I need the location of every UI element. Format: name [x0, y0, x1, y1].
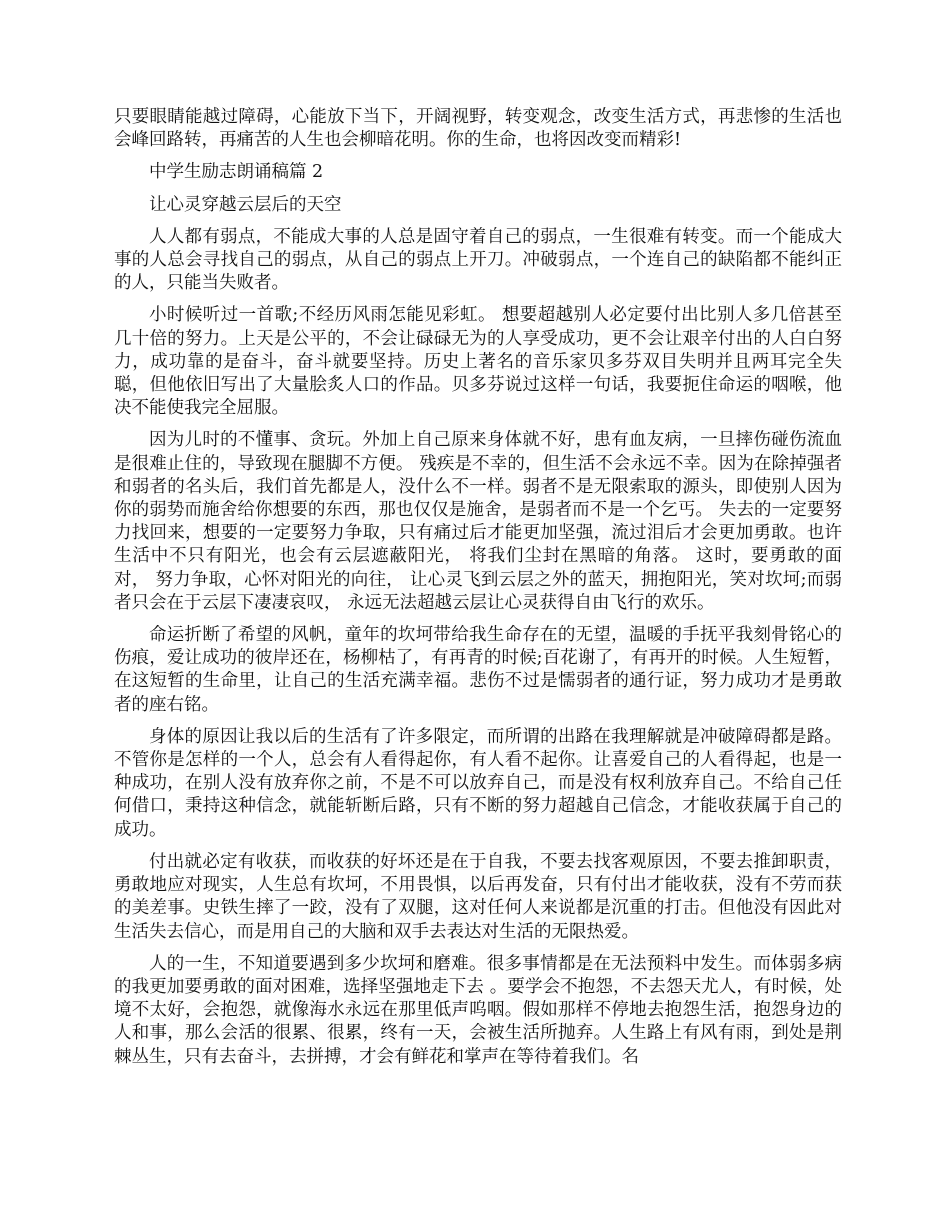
body-paragraph: 人人都有弱点，不能成大事的人总是固守着自己的弱点，一生很难有转变。而一个能成大事的人总会寻找自己的弱点，从自己的弱点上开刀。冲破弱点，一个连自己的缺陷都不能纠正的人，只能当失败者。 [114, 226, 842, 294]
intro-paragraph: 只要眼睛能越过障碍，心能放下当下，开阔视野，转变观念，改变生活方式，再悲惨的生活也会峰回路转，再痛苦的人生也会柳暗花明。你的生命，也将因改变而精彩! [114, 107, 842, 151]
body-paragraph: 身体的原因让我以后的生活有了许多限定，而所谓的出路在我理解就是冲破障碍都是路。不管你是怎样的一个人，总会有人看得起你，有人看不起你。让喜爱自己的人看得起，也是一种成功，在别人没有放弃你之前，不是不可以放弃自己，而是没有权利放弃自己。不给自己任何借口，秉持这种信念，就能斩断后路，只有不断的努力超越自己信念，才能收获属于自己的成功。 [114, 726, 842, 840]
document-body [114, 106, 842, 1078]
body-paragraph: 付出就必定有收获，而收获的好坏还是在于自我，不要去找客观原因，不要去推卸职责，勇敢地应对现实，人生总有坎坷，不用畏惧，以后再发奋，只有付出才能收获，没有不劳而获的美差事。史铁生摔了一跤，没有了双腿，这对任何人来说都是沉重的打击。但他没有因此对生活失去信心，而是用自己的大脑和双手去表达对生活的无限热爱。 [114, 851, 842, 942]
section-title: 中学生励志朗诵稿篇 2 [149, 162, 324, 183]
body-paragraph: 命运折断了希望的风帆，童年的坎坷带给我生命存在的无望，温暖的手抚平我刻骨铭心的伤痕，爱让成功的彼岸还在，杨柳枯了，有再青的时候;百花谢了，有再开的时候。人生短暂，在这短暂的生命里，让自己的生活充满幸福。悲伤不过是懦弱者的通行证，努力成功才是勇敢者的座右铭。 [114, 625, 842, 715]
body-paragraph: 因为儿时的不懂事、贪玩。外加上自己原来身体就不好，患有血友病，一旦摔伤碰伤流血是很难止住的，导致现在腿脚不方便。 残疾是不幸的，但生活不会永远不幸。因为在除掉强者和弱者的名头后，我们首先都是人，没什么不一样。弱者不是无限索取的源头，即使别人因为你的弱势而施舍给你想要的东西，那也仅仅是施舍，是弱者而不是一个乞丐。 失去的一定要努力找回来，想要的一定要努力争取，只有痛过后才能更加坚强，流过泪后才会更加勇敢。也许生活中不只有阳光，也会有云层遮蔽阳光， 将我们尘封在黑暗的角落。 这时，要勇敢的面对， 努力争取，心怀对阳光的向往， 让心灵飞到云层之外的蓝天，拥抱阳光，笑对坎坷;而弱者只会在于云层下凄凄哀叹， 永远无法超越云层让心灵获得自由飞行的欢乐。 [114, 430, 842, 613]
body-paragraph: 小时候听过一首歌;不经历风雨怎能见彩虹。 想要超越别人必定要付出比别人多几倍甚至几十倍的努力。上天是公平的，不会让碌碌无为的人享受成功，更不会让艰辛付出的人白白努力，成功靠的是奋斗，奋斗就要坚持。历史上著名的音乐家贝多芬双目失明并且两耳完全失聪，但他依旧写出了大量脍炙人口的作品。贝多芬说过这样一句话，我要扼住命运的咽喉，他决不能使我完全屈服。 [114, 305, 842, 419]
body-paragraph: 人的一生，不知道要遇到多少坎坷和磨难。很多事情都是在无法预料中发生。而体弱多病的我更加要勇敢的面对困难，选择坚强地走下去 。要学会不抱怨，不去怨天尤人，有时候，处境不太好，会抱怨，就像海水永远在那里低声呜咽。假如那样不停地去抱怨生活，抱怨身边的人和事，那么会活的很累、很累，终有一天，会被生活所抛弃。人生路上有风有雨，到处是荆棘丛生，只有去奋斗，去拼搏，才会有鲜花和掌声在等待着我们。名 [114, 953, 842, 1067]
essay-title: 让心灵穿越云层后的天空 [149, 194, 342, 215]
